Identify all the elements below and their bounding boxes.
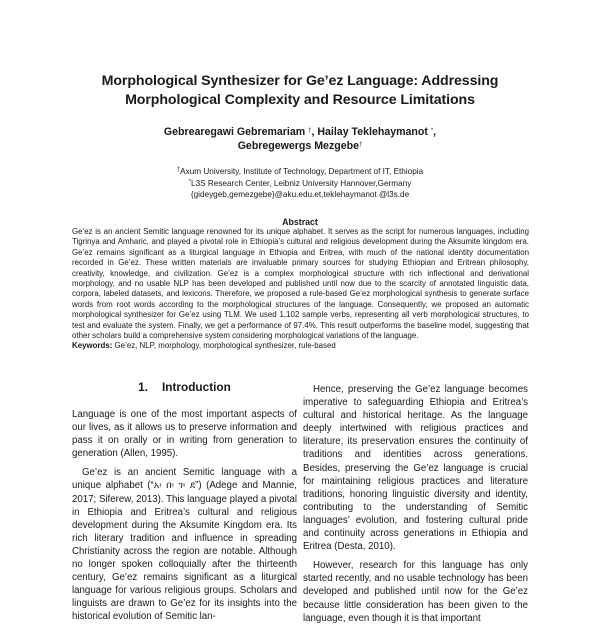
author-list: Gebrearegawi Gebremariam †, Hailay Teklehaymanot *, Gebregewergs Mezgebe† bbox=[163, 126, 437, 152]
paper-title bbox=[60, 72, 540, 110]
paragraph: Hence, preserving the Ge’ez language becomes imperative to safeguarding Ethiopia and Eritrea’s cultural and historical heritage. As the language deeply intertwined with religious practices and literature, its preservation ensures the continuity of traditions and identities across generations. Besides, preserving the Ge’ez language is crucial for maintaining religious practices and literature traditions, honoring linguistic diversity and identity, contributing to the understanding of Semitic languages’ evolution, and fostering cultural pride and continuity across generations in Ethiopia and Eritrea (Desta, 2010). bbox=[303, 384, 528, 553]
author-mark: * bbox=[430, 128, 434, 134]
affiliations bbox=[60, 166, 540, 201]
right-column bbox=[303, 383, 528, 631]
paragraph: Language is one of the most important aspects of our lives, as it allows us to preserve information and pass it on orally or in writing from generation to generation (Allen, 1995). bbox=[72, 409, 297, 460]
affiliation-text: L3S Research Center, Leibniz University Hannover,Germany bbox=[191, 178, 412, 188]
abstract-text: Ge’ez is an ancient Semitic language renowned for its unique alphabet. It serves as the script for numerous languages, including Tigrinya and Amharic, and played a pivotal role in Ethiopia’s cultural and religious development during the Aksumite kingdom era. Ge’ez remains significant as a liturgical language in Ethiopia and Eritrea, with much of the national identity documentation recorded in Ge’ez. These written materials are invaluable primary sources for studying Ethiopian and Eritrean philosophy, creativity, knowledge, and civilization. Ge’ez is a complex morphological structure with rich inflectional and derivational morphology, and no usable NLP has been developed and published until now due to the scarcity of annotated linguistic data, corpora, labeled datasets, and lexicons. Therefore, we proposed a rule-based Ge’ez morphological synthesis to generate surface words from root words according to the morphological structures of the language. Consequently, we proposed an automatic morphological synthesizer for Ge’ez using TLM. We used 1,102 sample verbs, representing all verb morphological structures, to test and evaluate the system. Finally, we get a performance of 97.4%. This result outperforms the baseline model, suggesting that other scholars build a comprehensive system considering morphological variations of the language. bbox=[72, 227, 529, 341]
affiliation-mark: * bbox=[188, 178, 192, 185]
author-name: Gebregewergs Mezgebe bbox=[237, 140, 359, 152]
affiliation-mark: † bbox=[176, 167, 181, 173]
abstract-heading: Abstract bbox=[282, 217, 318, 227]
author-emails: {gideygeb,gemezgebe}@aku.edu.et,teklehaymanot @l3s.de bbox=[190, 190, 410, 199]
keywords-text: Ge’ez, NLP, morphology, morphological synthesizer, rule-based bbox=[114, 341, 336, 351]
author-mark: † bbox=[358, 142, 363, 148]
keywords-label: Keywords: bbox=[72, 341, 113, 351]
author-name: Gebrearegawi Gebremariam bbox=[163, 126, 306, 138]
title-line-1: Morphological Synthesizer for Ge’ez Language: Addressing bbox=[101, 73, 499, 89]
title-line-2: Morphological Complexity and Resource Limitations bbox=[125, 92, 475, 108]
section-heading-introduction bbox=[72, 380, 297, 394]
section-number: 1. bbox=[138, 380, 149, 394]
paragraph: Ge’ez is an ancient Semitic language with a unique alphabet (“አ፡ በ፡ ገ፡ ደ”) (Adege and Mannie, 2017; Siferew, 2013). This language played a pivotal in Ethiopia and Eritrea’s cultural and religious development during the Aksumite Kingdom era. Its rich literary tradition and influence in spreading Christianity across the region are notable. Although no longer spoken colloquially after the thirteenth century, Ge’ez remains significant as a liturgical language for various religious groups. Scholars and linguists are drawn to Ge’ez for its insights into the historical evolution of Semitic lan- bbox=[72, 467, 297, 623]
keywords-line bbox=[72, 341, 529, 351]
affiliation-text: Axum University, Institute of Technology, Department of IT, Ethiopia bbox=[180, 167, 424, 176]
author-name: Hailay Teklehaymanot bbox=[317, 126, 428, 138]
author-mark: † bbox=[308, 128, 312, 134]
section-title: Introduction bbox=[162, 380, 231, 394]
abstract-body bbox=[72, 227, 529, 352]
affiliation-line bbox=[60, 166, 540, 178]
paragraph: However, research for this language has only started recently, and no usable technology has been developed and published until now for the Ge’ez because little consideration has been given to the language, even though it is that important bbox=[303, 560, 528, 624]
left-column bbox=[72, 408, 297, 630]
affiliation-line bbox=[60, 178, 540, 190]
